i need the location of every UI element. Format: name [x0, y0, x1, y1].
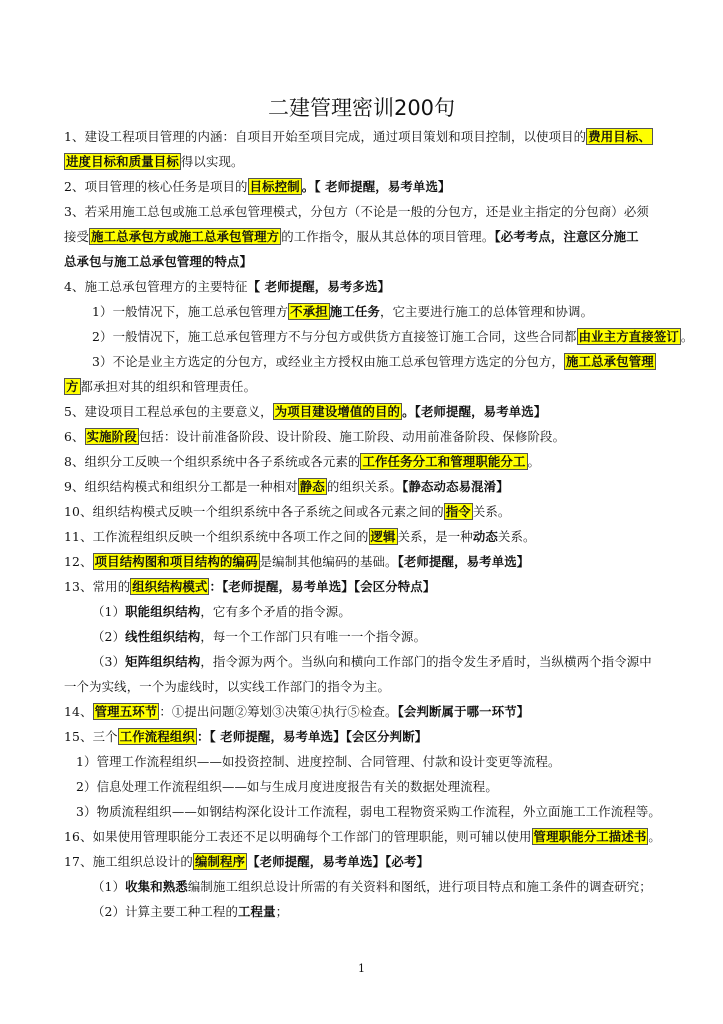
text-line — [64, 452, 694, 472]
text-line — [64, 527, 694, 547]
highlighted-keyword: 目标控制 — [249, 179, 300, 194]
text-line — [92, 602, 722, 622]
text-segment: （2）计算主要工种工程的 — [92, 904, 238, 919]
text-segment: （3） — [92, 654, 126, 669]
text-line — [92, 652, 722, 672]
text-segment: ，每一个工作部门只有唯一一个指令源。 — [200, 629, 427, 644]
highlighted-keyword: 工作任务分工和管理职能分工 — [362, 454, 526, 469]
text-segment: 3、若采用施工总包或施工总承包管理模式，分包方（不论是一般的分包方，还是业主指定的分包商）必须 — [64, 204, 649, 219]
text-line — [92, 877, 722, 897]
text-line — [64, 552, 694, 572]
text-line — [92, 327, 722, 347]
text-line — [64, 152, 694, 172]
text-line — [64, 252, 694, 272]
text-segment: 的组织关系。 — [326, 479, 403, 494]
highlighted-keyword: 逻辑 — [370, 529, 396, 544]
text-segment: 6、 — [64, 429, 85, 444]
highlighted-keyword: 费用目标、 — [588, 129, 651, 144]
text-line — [76, 802, 706, 822]
text-segment: 15、三个 — [64, 729, 118, 744]
text-line — [64, 477, 694, 497]
highlighted-keyword: 管理五环节 — [94, 704, 158, 719]
bold-note: 【必考考点，注意区分施工 — [494, 229, 639, 244]
text-line — [64, 702, 694, 722]
text-segment: 14、 — [64, 704, 93, 719]
page-number: 1 — [358, 962, 365, 975]
bold-note: 施工任务 — [329, 304, 380, 319]
text-segment: （1） — [92, 879, 126, 894]
text-segment: 关系。 — [497, 529, 536, 544]
text-segment: 1、建设工程项目管理的内涵：自项目开始至项目完成，通过项目策划和项目控制，以使项目的 — [64, 129, 587, 144]
text-line — [64, 377, 694, 397]
highlighted-keyword: 项目结构图和项目结构的编码 — [94, 554, 258, 569]
text-segment: ：①提出问题②筹划③决策④执行⑤检查。 — [159, 704, 398, 719]
text-segment: （1） — [92, 604, 126, 619]
text-line — [92, 627, 722, 647]
text-line — [64, 502, 694, 522]
text-segment: 2）信息处理工作流程组织——如与生成月度进度报告有关的数据处理流程。 — [76, 779, 498, 794]
text-segment: 13、常用的 — [64, 579, 131, 594]
highlighted-keyword: 方 — [66, 379, 79, 394]
text-line — [92, 302, 722, 322]
bold-note: 【 老师提醒，易考多选】 — [247, 279, 391, 294]
highlighted-keyword: 组织结构模式 — [132, 579, 208, 594]
highlighted-keyword: 实施阶段 — [86, 429, 137, 444]
text-segment: 9、组织结构模式和组织分工都是一种相对 — [64, 479, 298, 494]
text-line — [64, 427, 694, 447]
text-segment: 关系，是一种 — [397, 529, 473, 544]
highlighted-keyword: 由业主方直接签订 — [578, 329, 679, 344]
text-segment: 3）不论是业主方选定的分包方，或经业主方授权由施工总承包管理方选定的分包方， — [92, 354, 565, 369]
text-line — [64, 177, 694, 197]
bold-note: 【老师提醒，易考单选】 — [397, 554, 530, 569]
highlighted-keyword: 工作流程组织 — [119, 729, 195, 744]
text-line — [64, 727, 694, 747]
highlighted-keyword: 施工总承包管理 — [566, 354, 654, 369]
text-line — [64, 827, 694, 847]
text-line — [64, 402, 694, 422]
bold-note: 【静态动态易混淆】 — [402, 479, 509, 494]
text-line — [64, 677, 694, 697]
text-segment: ，指令源为两个。当纵向和横向工作部门的指令发生矛盾时，当纵横两个指令源中 — [200, 654, 652, 669]
bold-note: 。【 老师提醒，易考单选】 — [301, 179, 451, 194]
text-segment: 2、项目管理的核心任务是项目的 — [64, 179, 248, 194]
bold-note: 【会判断属于哪一环节】 — [397, 704, 530, 719]
bold-note: 。【老师提醒，易考单选】 — [402, 404, 547, 419]
bold-note: 线性组织结构 — [125, 629, 201, 644]
highlighted-keyword: 指令 — [445, 504, 471, 519]
text-segment: 。 — [648, 829, 661, 844]
bold-note: 矩阵组织结构 — [125, 654, 201, 669]
text-segment: 4、施工总承包管理方的主要特征 — [64, 279, 248, 294]
text-segment: 1）管理工作流程组织——如投资控制、进度控制、合同管理、付款和设计变更等流程。 — [76, 754, 561, 769]
text-segment: 得以实现。 — [180, 154, 244, 169]
text-line — [76, 752, 706, 772]
text-segment: 8、组织分工反映一个组织系统中各子系统或各元素的 — [64, 454, 361, 469]
highlighted-keyword: 编制程序 — [194, 854, 246, 869]
bold-note: 动态 — [472, 529, 498, 544]
text-segment: 1）一般情况下，施工总承包管理方 — [92, 304, 289, 319]
text-segment: 11、工作流程组织反映一个组织系统中各项工作之间的 — [64, 529, 369, 544]
highlighted-keyword: 不承担 — [290, 304, 328, 319]
text-line — [64, 227, 694, 247]
highlighted-keyword: 为项目建设增值的目的 — [274, 404, 401, 419]
bold-note: ：【老师提醒，易考单选】【会区分特点】 — [209, 579, 436, 594]
highlighted-keyword: 进度目标和质量目标 — [66, 154, 179, 169]
text-segment: 16、如果使用管理职能分工表还不足以明确每个工作部门的管理职能，则可辅以使用 — [64, 829, 532, 844]
text-line — [64, 852, 694, 872]
text-line — [64, 277, 694, 297]
text-line — [64, 577, 694, 597]
text-segment: 接受 — [64, 229, 90, 244]
text-segment: 关系。 — [472, 504, 511, 519]
document-title: 二建管理密训200句 — [267, 96, 456, 120]
text-segment: 一个为实线，一个为虚线时，以实线工作部门的指令为主。 — [64, 679, 391, 694]
bold-note: 收集和熟悉 — [125, 879, 188, 894]
text-line — [92, 352, 722, 372]
bold-note: ：【 老师提醒，易考单选】【会区分判断】 — [196, 729, 428, 744]
text-segment: 。 — [527, 454, 541, 469]
highlighted-keyword: 管理职能分工描述书 — [533, 829, 647, 844]
bold-note: 【老师提醒，易考单选】【必考】 — [247, 854, 430, 869]
text-segment: 是编制其他编码的基础。 — [259, 554, 398, 569]
highlighted-keyword: 静态 — [299, 479, 325, 494]
highlighted-keyword: 施工总承包方或施工总承包管理方 — [91, 229, 280, 244]
text-segment: 12、 — [64, 554, 93, 569]
text-segment: ，它主要进行施工的总体管理和协调。 — [379, 304, 594, 319]
text-line — [76, 777, 706, 797]
text-segment: 17、施工组织总设计的 — [64, 854, 193, 869]
text-segment: ； — [275, 904, 289, 919]
text-segment: 包括：设计前准备阶段、设计阶段、施工阶段、动用前准备阶段、保修阶段。 — [138, 429, 566, 444]
text-line — [64, 127, 694, 147]
text-segment: 编制施工组织总设计所需的有关资料和图纸，进行项目特点和施工条件的调查研究； — [187, 879, 652, 894]
bold-note: 总承包与施工总承包管理的特点】 — [64, 254, 253, 269]
text-segment: 2）一般情况下，施工总承包管理方不与分包方或供货方直接签订施工合同，这些合同都 — [92, 329, 577, 344]
text-segment: 10、组织结构模式反映一个组织系统中各子系统之间或各元素之间的 — [64, 504, 444, 519]
text-segment: 5、建设项目工程总承包的主要意义， — [64, 404, 273, 419]
text-segment: （2） — [92, 629, 126, 644]
text-line — [92, 902, 722, 922]
bold-note: 职能组织结构 — [125, 604, 201, 619]
text-segment: 。 — [680, 329, 694, 344]
text-segment: 的工作指令，服从其总体的项目管理。 — [281, 229, 495, 244]
bold-note: 工程量 — [237, 904, 276, 919]
text-line — [64, 202, 694, 222]
text-segment: 都承担对其的组织和管理责任。 — [80, 379, 257, 394]
text-segment: ，它有多个矛盾的指令源。 — [200, 604, 351, 619]
text-segment: 3）物质流程组织——如钢结构深化设计工作流程，弱电工程物资采购工作流程，外立面施工工作流程等。 — [76, 804, 661, 819]
